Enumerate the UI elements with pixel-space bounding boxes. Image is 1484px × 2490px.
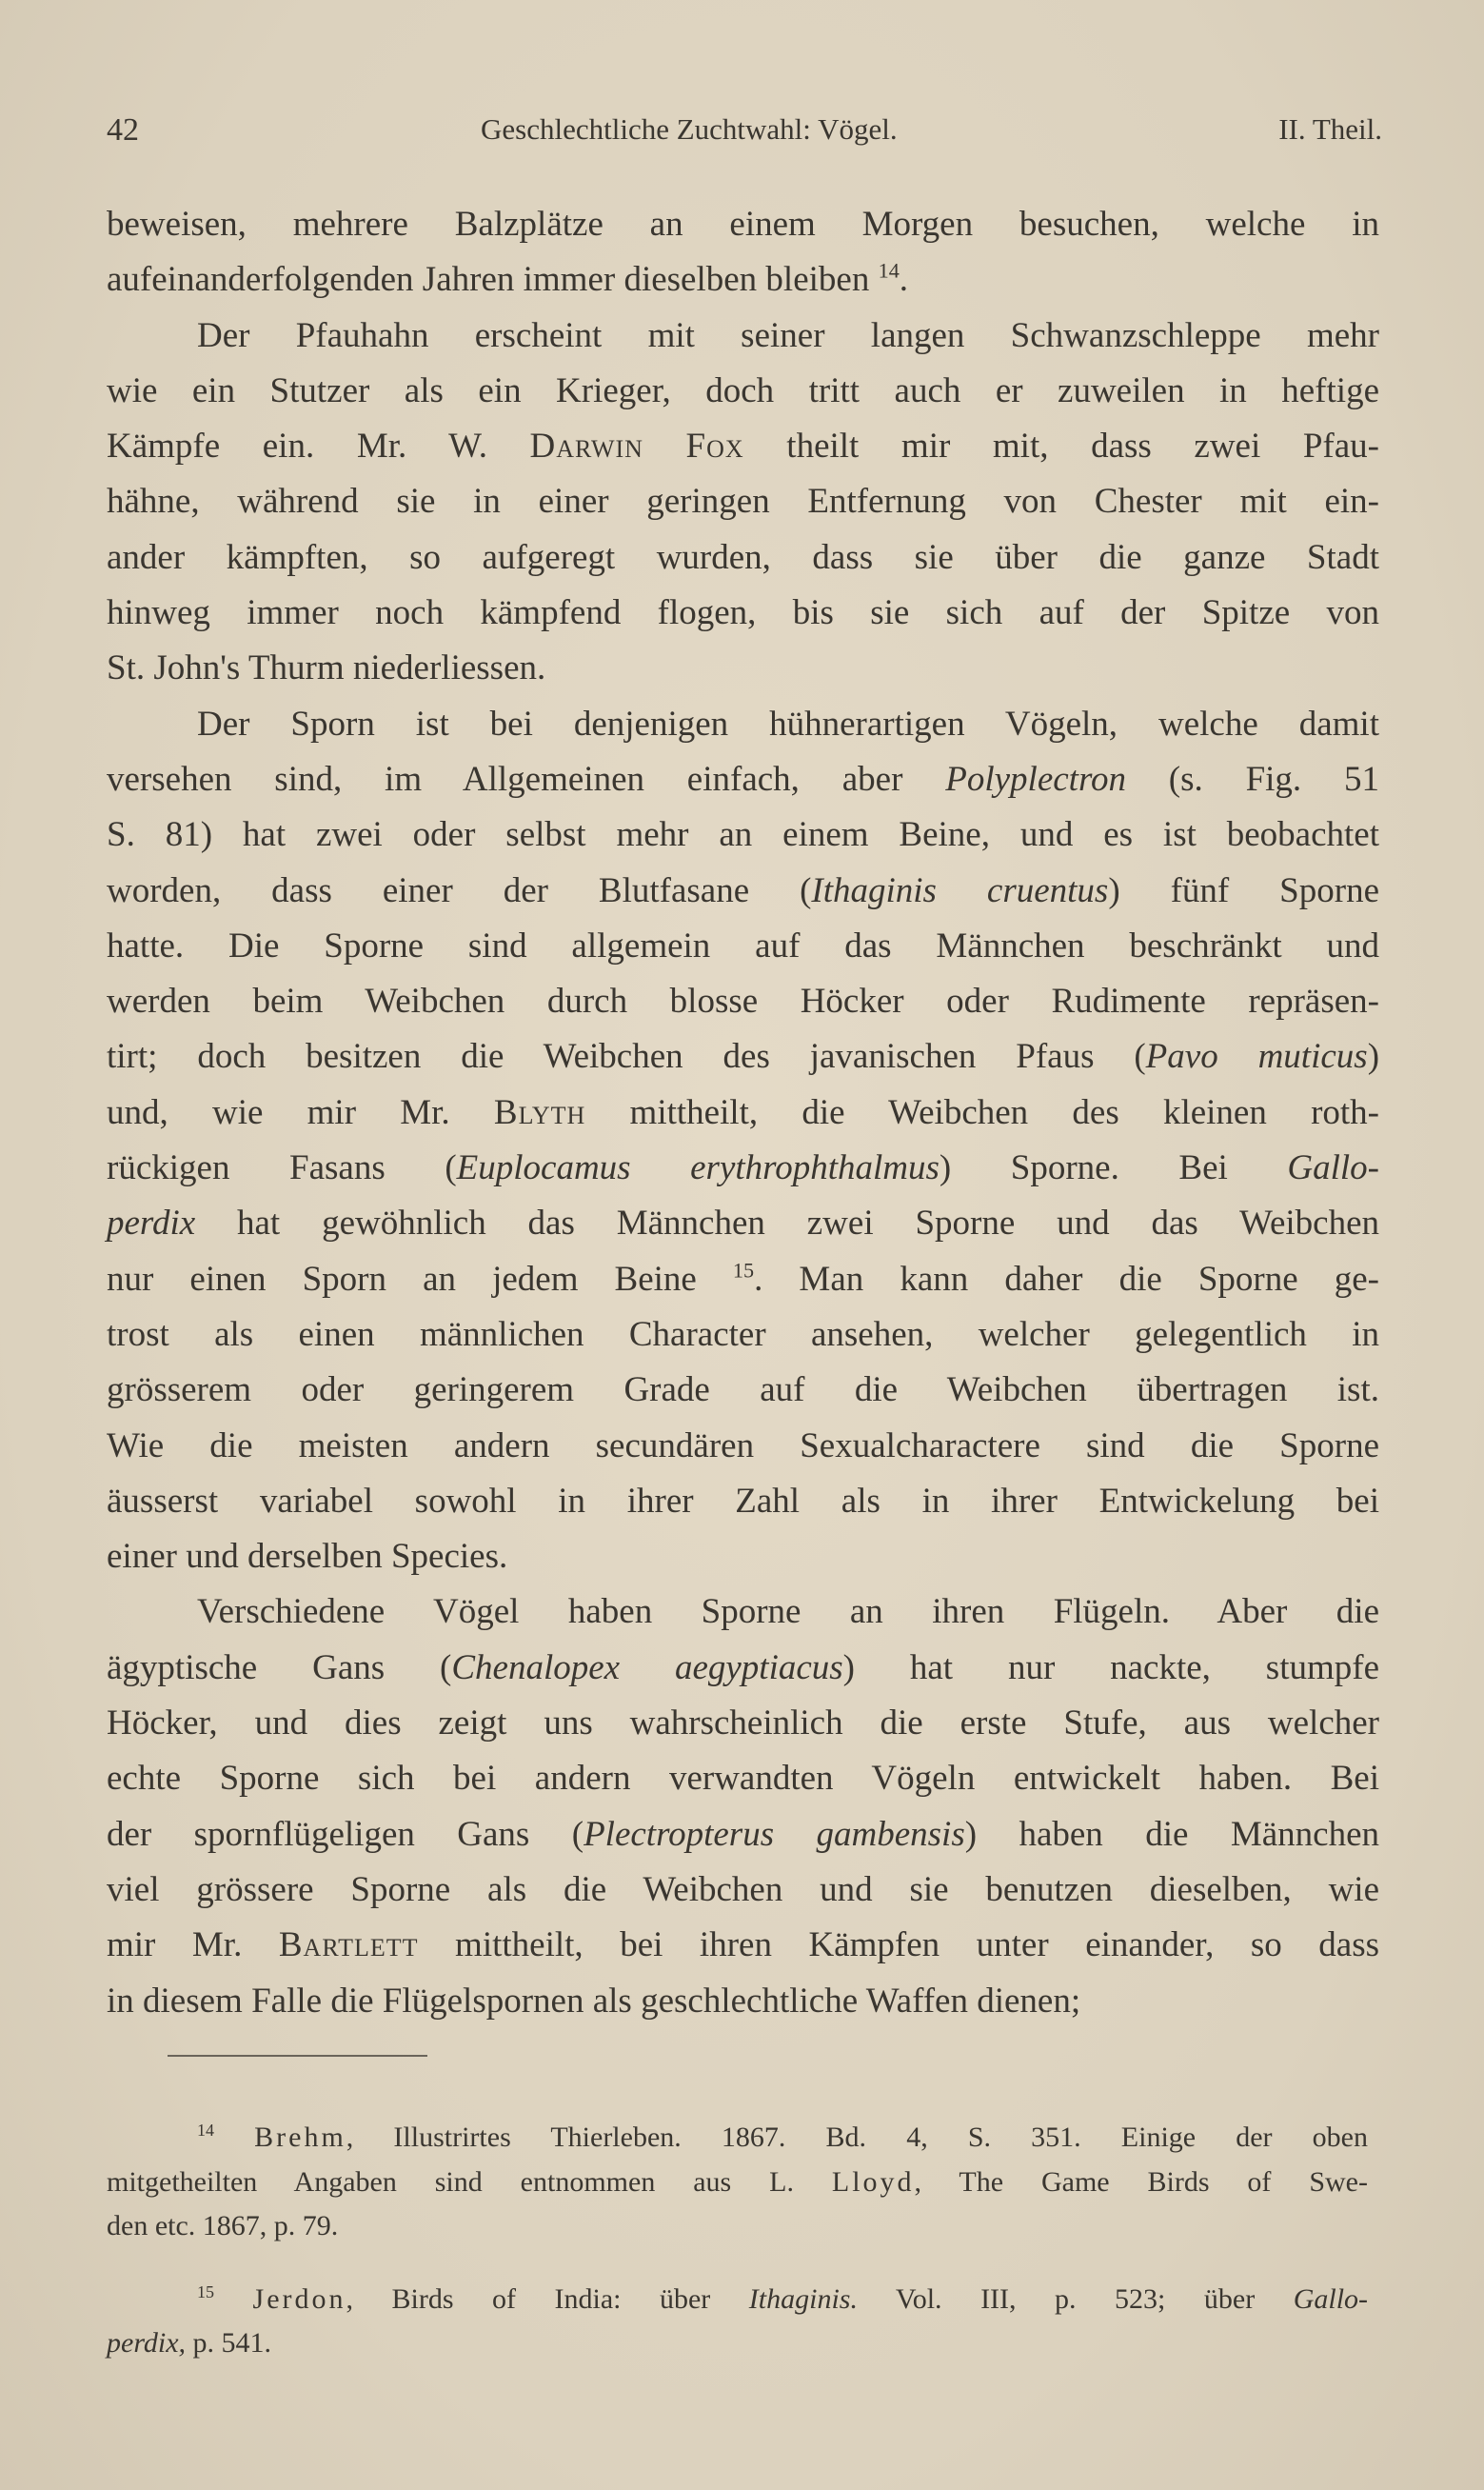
footnote xyxy=(107,2278,1368,2366)
italic-term: Plectropterus gambensis xyxy=(584,1814,965,1854)
text-line: mir Mr. Bartlett mittheilt, bei ihren Kämpfen unter einander, so dass xyxy=(107,1925,1379,1965)
person-name: Blyth xyxy=(493,1092,586,1132)
person-name: Fox xyxy=(685,427,744,467)
italic-term: perdix xyxy=(107,1204,196,1244)
running-title: Geschlechtliche Zuchtwahl: Vögel. xyxy=(481,112,898,146)
text-line: hinweg immer noch kämpfend flogen, bis sie sich auf der Spitze von xyxy=(107,593,1379,633)
text-line: ägyptische Gans (Chenalopex aegyptiacus) hat nur nackte, stumpfe xyxy=(107,1647,1380,1687)
text-line: tirt; doch besitzen die Weibchen des javanischen Pfaus (Pavo muticus) xyxy=(107,1037,1380,1077)
text-line: nur einen Sporn an jedem Beine $^{15}$. Man kann daher die Sporne ge- xyxy=(107,1258,1379,1299)
author-name: Lloyd xyxy=(831,2165,915,2198)
text-line: Wie die meisten andern secundären Sexualcharactere sind die Sporne xyxy=(107,1425,1379,1465)
text-line: beweisen, mehrere Balzplätze an einem Morgen besuchen, welche in xyxy=(107,205,1379,244)
text-line: Der Sporn ist bei denjenigen hühnerartigen Vögeln, welche damit xyxy=(197,704,1379,744)
text-line: werden beim Weibchen durch blosse Höcker oder Rudimente repräsen- xyxy=(107,982,1379,1022)
footnote-rule xyxy=(168,2055,427,2057)
italic-term: Gallo- xyxy=(1287,1148,1379,1188)
text-line: rückigen Fasans (Euplocamus erythrophthalmus) Sporne. Bei Gallo- xyxy=(107,1148,1379,1188)
italic-term: Ithaginis cruentus xyxy=(811,870,1109,910)
text-line: viel grössere Sporne als die Weibchen und sie benutzen dieselben, wie xyxy=(107,1869,1379,1909)
paragraph xyxy=(107,197,1379,309)
italic-term: Ithaginis. xyxy=(748,2282,858,2315)
text-line: perdix hat gewöhnlich das Männchen zwei Sporne und das Weibchen xyxy=(107,1204,1379,1244)
italic-term: perdix, xyxy=(107,2327,187,2359)
person-name: Bartlett xyxy=(278,1925,419,1965)
page-header xyxy=(107,112,1382,160)
text-line: Höcker, und dies zeigt uns wahrscheinlich die erste Stufe, aus welcher xyxy=(107,1703,1379,1743)
text-line: Der Pfauhahn erscheint mit seiner langen Schwanzschleppe mehr xyxy=(197,315,1379,355)
text-line: St. John's Thurm niederliessen. xyxy=(107,648,546,688)
footnote-marker: 15 xyxy=(732,1258,755,1283)
author-name: Brehm xyxy=(254,2121,346,2153)
italic-term: Gallo- xyxy=(1293,2282,1369,2315)
paragraph xyxy=(107,697,1379,1585)
author-name: Jerdon xyxy=(252,2282,346,2315)
paragraph xyxy=(107,1584,1379,2028)
footnote-marker: 14 xyxy=(878,258,900,283)
text-line: worden, dass einer der Blutfasane (Ithaginis cruentus) fünf Sporne xyxy=(107,870,1379,910)
text-line: perdix, p. 541. xyxy=(107,2327,272,2359)
text-line: äusserst variabel sowohl in ihrer Zahl als in ihrer Entwickelung bei xyxy=(107,1481,1379,1521)
text-line: mitgetheilten Angaben sind entnommen aus L. Lloyd, The Game Birds of Swe- xyxy=(107,2165,1368,2198)
text-line: Kämpfe ein. Mr. W. Darwin Fox theilt mir mit, dass zwei Pfau- xyxy=(107,427,1379,467)
italic-term: Euplocamus erythrophthalmus xyxy=(456,1148,940,1188)
part-label: II. Theil. xyxy=(1278,112,1382,146)
main-text xyxy=(107,197,1379,2029)
text-line: trost als einen männlichen Character ansehen, welcher gelegentlich in xyxy=(107,1314,1379,1354)
text-line: hatte. Die Sporne sind allgemein auf das Männchen beschränkt und xyxy=(107,926,1379,966)
text-line: einer und derselben Species. xyxy=(107,1537,508,1577)
text-line: den etc. 1867, p. 79. xyxy=(107,2210,339,2241)
text-line: grösserem oder geringerem Grade auf die Weibchen übertragen ist. xyxy=(107,1370,1379,1410)
text-line: $^{15}$ Jerdon, Birds of India: über Ithaginis. Vol. III, p. 523; über Gallo- xyxy=(197,2281,1369,2315)
text-line: ander kämpften, so aufgeregt wurden, dass sie über die ganze Stadt xyxy=(107,537,1379,577)
italic-term: Chenalopex aegyptiacus xyxy=(451,1647,843,1687)
footnotes xyxy=(107,2087,1368,2395)
footnote xyxy=(107,2116,1368,2249)
person-name: Darwin xyxy=(529,427,643,467)
italic-term: Pavo muticus xyxy=(1145,1037,1368,1077)
page-number: 42 xyxy=(107,112,139,148)
italic-term: Polyplectron xyxy=(945,759,1126,799)
text-line: Verschiedene Vögel haben Sporne an ihren Flügeln. Aber die xyxy=(197,1592,1379,1632)
text-line: der spornflügeligen Gans (Plectropterus gambensis) haben die Männchen xyxy=(107,1814,1379,1854)
text-line: aufeinanderfolgenden Jahren immer dieselben bleiben $^{14}$. xyxy=(107,258,909,300)
text-line: und, wie mir Mr. Blyth mittheilt, die Weibchen des kleinen roth- xyxy=(107,1092,1380,1132)
text-line: wie ein Stutzer als ein Krieger, doch tritt auch er zuweilen in heftige xyxy=(107,370,1379,410)
text-line: hähne, während sie in einer geringen Entfernung von Chester mit ein- xyxy=(107,482,1379,522)
text-line: echte Sporne sich bei andern verwandten Vögeln entwickelt haben. Bei xyxy=(107,1759,1379,1799)
text-line: S. 81) hat zwei oder selbst mehr an einem Beine, und es ist beobachtet xyxy=(107,815,1379,855)
footnote-marker: 15 xyxy=(197,2281,214,2301)
text-line: versehen sind, im Allgemeinen einfach, aber Polyplectron (s. Fig. 51 xyxy=(107,759,1379,799)
text-line: in diesem Falle die Flügelspornen als geschlechtliche Waffen dienen; xyxy=(107,1981,1081,2021)
text-line: $^{14}$ Brehm, Illustrirtes Thierleben. 1867. Bd. 4, S. 351. Einige der oben xyxy=(197,2121,1369,2153)
footnote-marker: 14 xyxy=(197,2121,214,2140)
paragraph xyxy=(107,309,1379,697)
